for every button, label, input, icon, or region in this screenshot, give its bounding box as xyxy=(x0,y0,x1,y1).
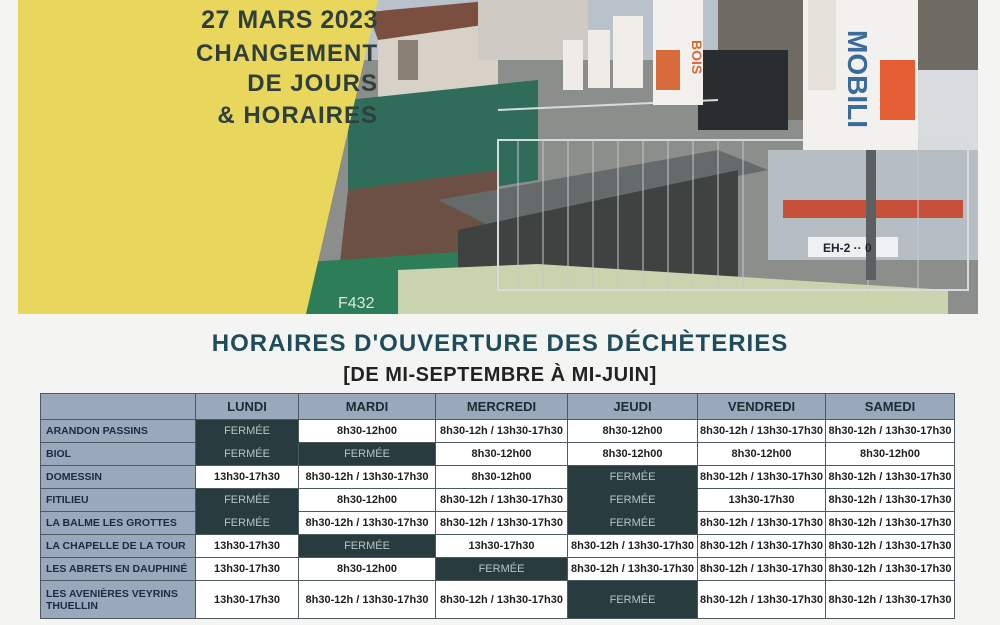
closed-cell: FERMÉE xyxy=(568,512,698,535)
hours-cell: 13h30-17h30 xyxy=(698,489,826,512)
container-number: F432 xyxy=(338,295,375,312)
hours-cell: 8h30-12h / 13h30-17h30 xyxy=(826,535,955,558)
closed-cell: FERMÉE xyxy=(196,420,299,443)
sign-mobilier: MOBILI xyxy=(842,30,873,128)
table-row xyxy=(41,420,955,443)
hours-cell: 13h30-17h30 xyxy=(436,535,568,558)
closed-cell: FERMÉE xyxy=(568,466,698,489)
hours-cell: 8h30-12h / 13h30-17h30 xyxy=(299,512,436,535)
header-banner xyxy=(18,0,978,314)
commune-name: ARANDON PASSINS xyxy=(41,420,196,443)
day-header: MARDI xyxy=(299,394,436,420)
hours-cell: 8h30-12h / 13h30-17h30 xyxy=(698,466,826,489)
hours-cell: 13h30-17h30 xyxy=(196,535,299,558)
table-header-row xyxy=(41,394,955,420)
hours-cell: 8h30-12h00 xyxy=(299,558,436,581)
trailer-plate: EH-2 ·· 0 xyxy=(823,241,872,255)
hours-cell: 8h30-12h / 13h30-17h30 xyxy=(436,512,568,535)
hours-cell: 8h30-12h / 13h30-17h30 xyxy=(698,535,826,558)
closed-cell: FERMÉE xyxy=(568,581,698,619)
change-date: 27 MARS 2023 xyxy=(201,6,378,34)
table-row xyxy=(41,558,955,581)
hours-cell: 8h30-12h00 xyxy=(698,443,826,466)
table-row xyxy=(41,535,955,558)
headline xyxy=(138,6,378,131)
table-row xyxy=(41,512,955,535)
hours-cell: 8h30-12h / 13h30-17h30 xyxy=(826,466,955,489)
hours-cell: 8h30-12h / 13h30-17h30 xyxy=(698,558,826,581)
hours-cell: 8h30-12h / 13h30-17h30 xyxy=(826,581,955,619)
day-header: VENDREDI xyxy=(698,394,826,420)
hours-cell: 8h30-12h / 13h30-17h30 xyxy=(826,489,955,512)
day-header: MERCREDI xyxy=(436,394,568,420)
commune-name: LA BALME LES GROTTES xyxy=(41,512,196,535)
headline-line-1: CHANGEMENT xyxy=(196,40,378,67)
table-row xyxy=(41,489,955,512)
table-row xyxy=(41,443,955,466)
day-header: SAMEDI xyxy=(826,394,955,420)
commune-name: LES AVENIÈRES VEYRINS THUELLIN xyxy=(41,581,196,619)
hours-cell: 8h30-12h00 xyxy=(826,443,955,466)
commune-name: DOMESSIN xyxy=(41,466,196,489)
corner-cell xyxy=(41,394,196,420)
section-title: HORAIRES D'OUVERTURE DES DÉCHÈTERIES xyxy=(211,330,789,357)
hours-cell: 13h30-17h30 xyxy=(196,558,299,581)
hours-cell: 8h30-12h / 13h30-17h30 xyxy=(436,489,568,512)
closed-cell: FERMÉE xyxy=(196,512,299,535)
hours-cell: 8h30-12h / 13h30-17h30 xyxy=(698,581,826,619)
commune-name: LA CHAPELLE DE LA TOUR xyxy=(41,535,196,558)
closed-cell: FERMÉE xyxy=(436,558,568,581)
hours-cell: 8h30-12h / 13h30-17h30 xyxy=(698,420,826,443)
closed-cell: FERMÉE xyxy=(299,535,436,558)
hours-cell: 8h30-12h / 13h30-17h30 xyxy=(299,466,436,489)
hours-cell: 8h30-12h00 xyxy=(568,420,698,443)
schedule-body xyxy=(41,420,955,619)
hours-cell: 13h30-17h30 xyxy=(196,466,299,489)
table-row xyxy=(41,466,955,489)
commune-name: LES ABRETS EN DAUPHINÉ xyxy=(41,558,196,581)
day-header: LUNDI xyxy=(196,394,299,420)
sign-bois: BOIS xyxy=(689,40,705,75)
commune-name: FITILIEU xyxy=(41,489,196,512)
hours-cell: 8h30-12h / 13h30-17h30 xyxy=(826,558,955,581)
day-header: JEUDI xyxy=(568,394,698,420)
hours-cell: 8h30-12h / 13h30-17h30 xyxy=(568,558,698,581)
hours-cell: 8h30-12h00 xyxy=(568,443,698,466)
hours-cell: 8h30-12h00 xyxy=(299,420,436,443)
section-subtitle: [DE MI-SEPTEMBRE À MI-JUIN] xyxy=(343,364,657,386)
hours-cell: 8h30-12h / 13h30-17h30 xyxy=(826,420,955,443)
closed-cell: FERMÉE xyxy=(568,489,698,512)
headline-line-2: DE JOURS xyxy=(247,70,378,97)
commune-name: BIOL xyxy=(41,443,196,466)
hours-cell: 8h30-12h / 13h30-17h30 xyxy=(826,512,955,535)
closed-cell: FERMÉE xyxy=(299,443,436,466)
schedule-table xyxy=(40,393,955,619)
hours-cell: 8h30-12h / 13h30-17h30 xyxy=(436,581,568,619)
hours-cell: 8h30-12h00 xyxy=(299,489,436,512)
closed-cell: FERMÉE xyxy=(196,443,299,466)
hours-cell: 13h30-17h30 xyxy=(196,581,299,619)
hours-cell: 8h30-12h / 13h30-17h30 xyxy=(436,420,568,443)
table-row xyxy=(41,581,955,619)
hours-cell: 8h30-12h / 13h30-17h30 xyxy=(698,512,826,535)
hours-cell: 8h30-12h / 13h30-17h30 xyxy=(299,581,436,619)
hours-cell: 8h30-12h00 xyxy=(436,443,568,466)
hours-cell: 8h30-12h / 13h30-17h30 xyxy=(568,535,698,558)
headline-line-3: & HORAIRES xyxy=(217,102,378,129)
hours-cell: 8h30-12h00 xyxy=(436,466,568,489)
closed-cell: FERMÉE xyxy=(196,489,299,512)
